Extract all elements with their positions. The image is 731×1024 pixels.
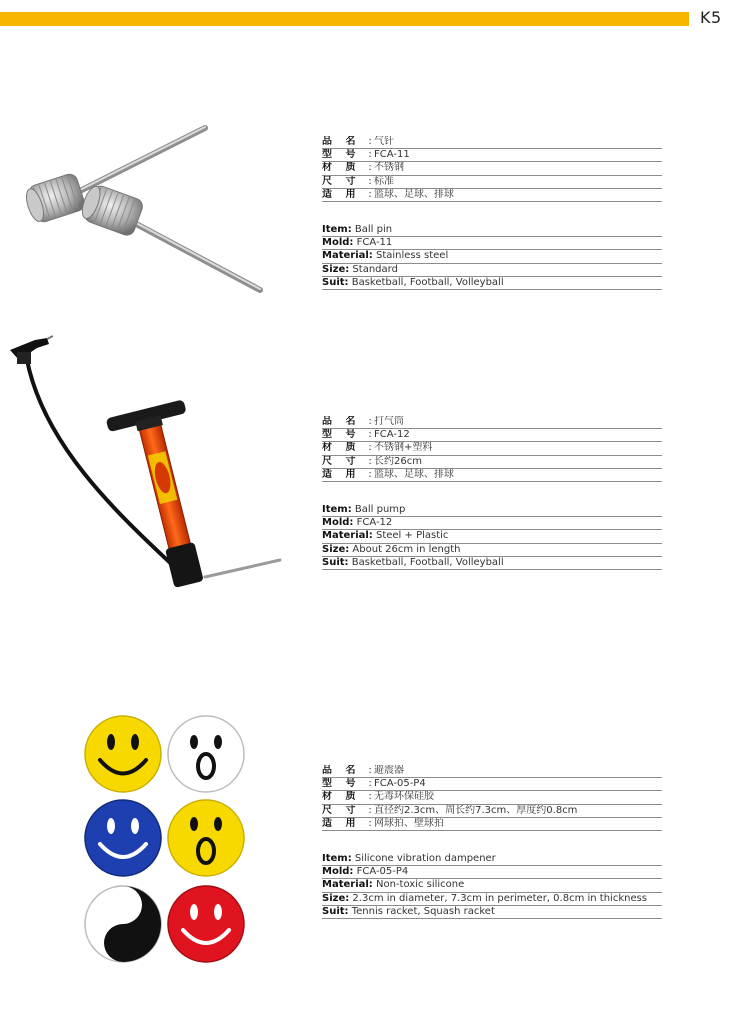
info-row: Suit: Basketball, Football, Volleyball [322, 557, 662, 570]
info-row: 适 用 : 篮球、足球、排球 [322, 189, 662, 202]
product-2-info [322, 416, 662, 570]
info-row: Suit: Tennis racket, Squash racket [322, 906, 662, 919]
product-1-info [322, 136, 662, 290]
info-row: Mold: FCA-11 [322, 237, 662, 250]
info-row: 适 用 : 网球拍、壁球拍 [322, 818, 662, 831]
info-row: Size: Standard [322, 264, 662, 277]
info-row: 尺 寸 : 直径约2.3cm、周长约7.3cm、厚度约0.8cm [322, 805, 662, 818]
info-row: Item: Ball pump [322, 504, 662, 517]
info-row: Suit: Basketball, Football, Volleyball [322, 277, 662, 290]
info-row: Item: Silicone vibration dampener [322, 853, 662, 866]
info-row: 适 用 : 篮球、足球、排球 [322, 469, 662, 482]
ball-pump-image [5, 330, 285, 605]
header-accent-bar [0, 12, 689, 26]
page-label: K5 [700, 8, 722, 27]
ball-pin-image [20, 118, 270, 303]
info-row: 型 号 : FCA-11 [322, 149, 662, 162]
info-row: 型 号 : FCA-12 [322, 429, 662, 442]
info-row: Material: Steel + Plastic [322, 530, 662, 543]
info-row: 材 质 : 不锈钢+塑料 [322, 442, 662, 455]
info-row: Mold: FCA-12 [322, 517, 662, 530]
info-row: Mold: FCA-05-P4 [322, 866, 662, 879]
info-row: Item: Ball pin [322, 224, 662, 237]
info-row: 品 名 : 气针 [322, 136, 662, 149]
info-row: Size: About 26cm in length [322, 544, 662, 557]
info-row: 型 号 : FCA-05-P4 [322, 778, 662, 791]
info-row: 品 名 : 打气筒 [322, 416, 662, 429]
info-row: 尺 寸 : 标准 [322, 176, 662, 189]
info-row: 尺 寸 : 长约26cm [322, 456, 662, 469]
product-3-info [322, 765, 662, 919]
info-row: 材 质 : 无毒环保硅胶 [322, 791, 662, 804]
vibration-dampeners-image [78, 712, 253, 967]
info-row: Material: Non-toxic silicone [322, 879, 662, 892]
info-row: 材 质 : 不锈钢 [322, 162, 662, 175]
info-row: 品 名 : 避震器 [322, 765, 662, 778]
info-row: Size: 2.3cm in diameter, 7.3cm in perimeter, 0.8cm in thickness [322, 893, 662, 906]
info-row: Material: Stainless steel [322, 250, 662, 263]
